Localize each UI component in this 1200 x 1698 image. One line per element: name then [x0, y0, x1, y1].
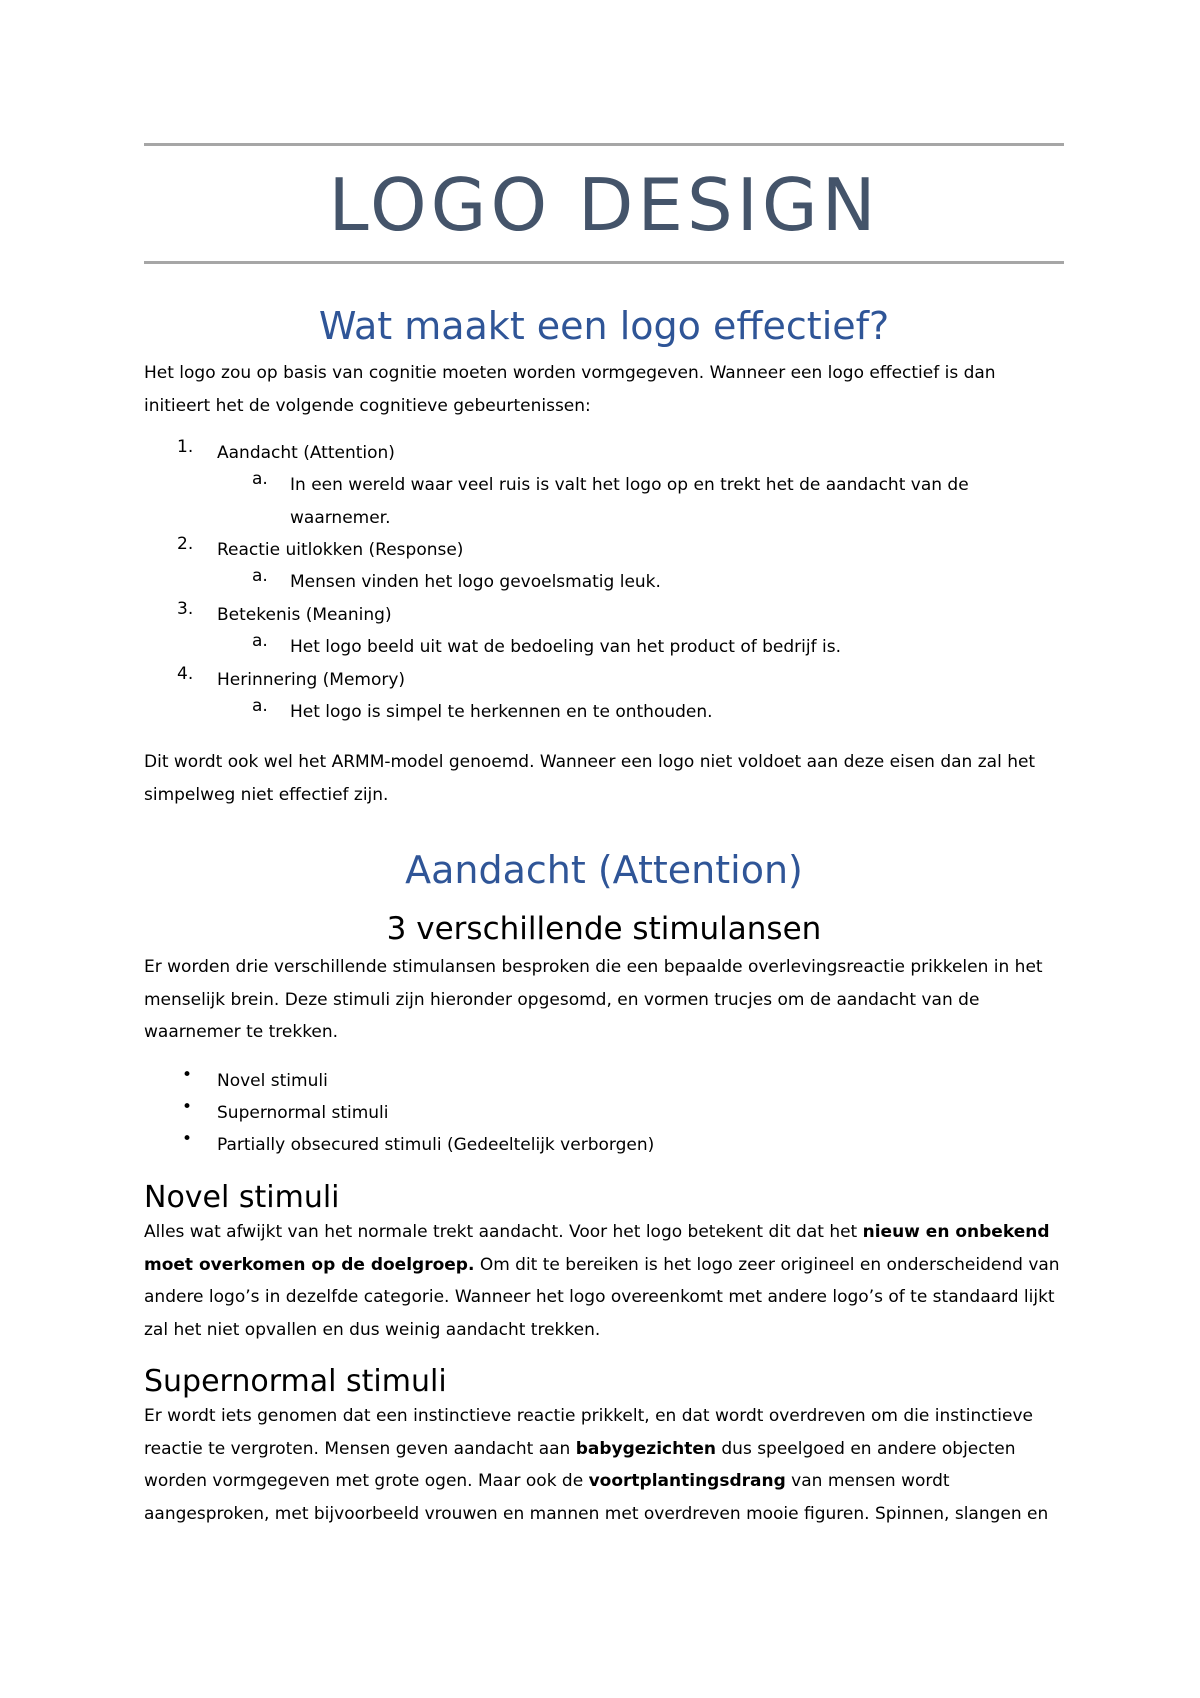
bullet-text: Partially obsecured stimuli (Gedeeltelijk verborgen) — [217, 1135, 655, 1155]
heading-effectief: Wat maakt een logo effectief? — [318, 304, 890, 348]
subheading-stimulansen: 3 verschillende stimulansen — [386, 911, 822, 947]
list-subtext: Mensen vinden het logo gevoelsmatig leuk. — [290, 572, 661, 592]
paragraph-outro: Dit wordt ook wel het ARMM-model genoemd. Wanneer een logo niet voldoet aan deze eisen dan zal het simpelweg niet effectief zijn. — [144, 752, 1036, 805]
list-subtext: In een wereld waar veel ruis is valt het logo op en trekt het de aandacht van de waarnemer. — [290, 475, 969, 528]
list-subnumber: a. — [252, 469, 268, 489]
title-top-rule — [144, 143, 1064, 146]
paragraph-stimulansen: Er worden drie verschillende stimulansen besproken die een bepaalde overlevingsreactie prikkelen in het menselijk brein. Deze stimuli zijn hieronder opgesomd, en vormen trucjes om de aandacht van de waarnemer te trekken. — [144, 957, 1043, 1042]
bold-run: babygezichten — [575, 1438, 716, 1459]
text-run: Er wordt iets genomen dat een instinctieve reactie prikkelt, en dat wordt overdreven om die instinctieve reactie te vergroten. Mensen geven aandacht aan — [144, 1406, 1033, 1459]
text-run: Alles wat afwijkt van het normale trekt aandacht. Voor het logo betekent dit dat het — [144, 1222, 863, 1242]
heading-aandacht: Aandacht (Attention) — [405, 848, 803, 892]
text-run: van mensen wordt aangesproken, met bijvoorbeeld vrouwen en mannen met overdreven mooie figuren. Spinnen, slangen en — [144, 1471, 1049, 1524]
list-number: 4. — [177, 664, 194, 684]
bullet-icon: • — [182, 1129, 193, 1149]
list-number: 3. — [177, 599, 194, 619]
list-label: Reactie uitlokken (Response) — [217, 540, 464, 560]
document-title: LOGO DESIGN — [328, 163, 880, 247]
bullet-icon: • — [182, 1097, 193, 1117]
bold-run: nieuw en onbekend moet overkomen op de doelgroep. — [144, 1222, 1050, 1275]
paragraph-intro: Het logo zou op basis van cognitie moeten worden vormgegeven. Wanneer een logo effectief is dan initieert het de volgende cognitieve gebeurtenissen: — [144, 363, 996, 416]
list-subtext: Het logo is simpel te herkennen en te onthouden. — [290, 702, 713, 722]
bold-run: voortplantingsdrang — [588, 1471, 786, 1491]
text-run: Om dit te bereiken is het logo zeer origineel en onderscheidend van andere logo’s in dezelfde categorie. Wanneer het logo overeenkomt met andere logo’s of te standaard lijkt zal het niet opvallen en dus weinig aandacht trekken. — [144, 1254, 1060, 1340]
paragraph-supernormal — [144, 1400, 1064, 1530]
list-label: Herinnering (Memory) — [217, 670, 406, 690]
list-label: Betekenis (Meaning) — [217, 605, 392, 625]
paragraph-novel — [144, 1216, 1064, 1346]
bullet-text: Novel stimuli — [217, 1071, 328, 1091]
list-subnumber: a. — [252, 696, 268, 716]
list-subnumber: a. — [252, 566, 268, 586]
text-run: dus speelgoed en andere objecten worden vormgegeven met grote ogen. Maar ook de — [144, 1438, 1016, 1491]
heading-supernormal-stimuli: Supernormal stimuli — [144, 1364, 447, 1399]
bullet-icon: • — [182, 1065, 193, 1085]
list-number: 2. — [177, 534, 194, 554]
list-number: 1. — [177, 437, 194, 457]
bullet-text: Supernormal stimuli — [217, 1103, 389, 1123]
list-label: Aandacht (Attention) — [217, 443, 395, 463]
list-subnumber: a. — [252, 631, 268, 651]
heading-novel-stimuli: Novel stimuli — [144, 1180, 340, 1215]
title-bottom-rule — [144, 261, 1064, 264]
list-subtext: Het logo beeld uit wat de bedoeling van het product of bedrijf is. — [290, 637, 841, 657]
